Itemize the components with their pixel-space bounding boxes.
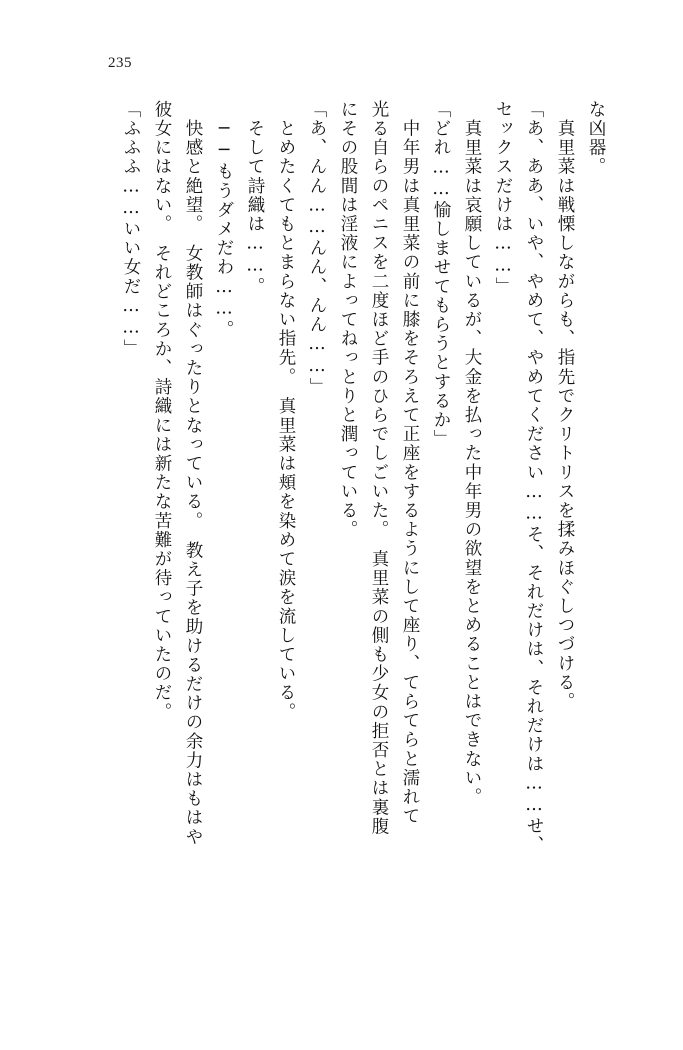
text-line: セックスだけは……」 <box>493 100 513 296</box>
vertical-text-body <box>74 100 604 980</box>
text-line: 真里菜は戦慄しながらも、指先でクリトリスを揉みほぐしつづける。 <box>555 100 575 712</box>
text-line: 快感と絶望。 女教師はぐったりとなっている。 教え子を助けるだけの余力はもはや <box>183 100 203 847</box>
text-line: 「どれ……愉しませてもらうとするか」 <box>431 100 451 449</box>
text-line: 彼女にはない。 それどころか、詩織には新たな苦難が待っていたのだ。 <box>152 100 172 722</box>
text-line: 「あ、ああ、いや、やめて、やめてください……そ、それだけは、それだけは……せ、 <box>524 100 544 855</box>
text-line: 光る自らのペニスを二度ほど手のひらでしごいた。 真里菜の側も少女の拒否とは裏腹 <box>369 100 389 837</box>
text-line: そして詩織は……。 <box>245 100 265 296</box>
text-line: 「あ、んん……んん、んん……」 <box>307 100 327 397</box>
text-line: とめたくてもとまらない指先。 真里菜は頬を染めて涙を流している。 <box>276 100 296 722</box>
text-line: 中年男は真里菜の前に膝をそろえて正座をするようにして座り、てらてらと濡れて <box>400 100 420 826</box>
text-line: 「ふふふ……いい女だ……」 <box>121 100 141 359</box>
page-number: 235 <box>108 55 132 71</box>
text-line: 真里菜は哀願しているが、大金を払った中年男の欲望をとめることはできない。 <box>462 100 482 807</box>
text-line: にその股間は淫液によってねっとりと潤っている。 <box>338 100 358 540</box>
text-line: ──もうダメだわ……。 <box>214 100 234 340</box>
text-line: な凶器。 <box>586 100 606 177</box>
